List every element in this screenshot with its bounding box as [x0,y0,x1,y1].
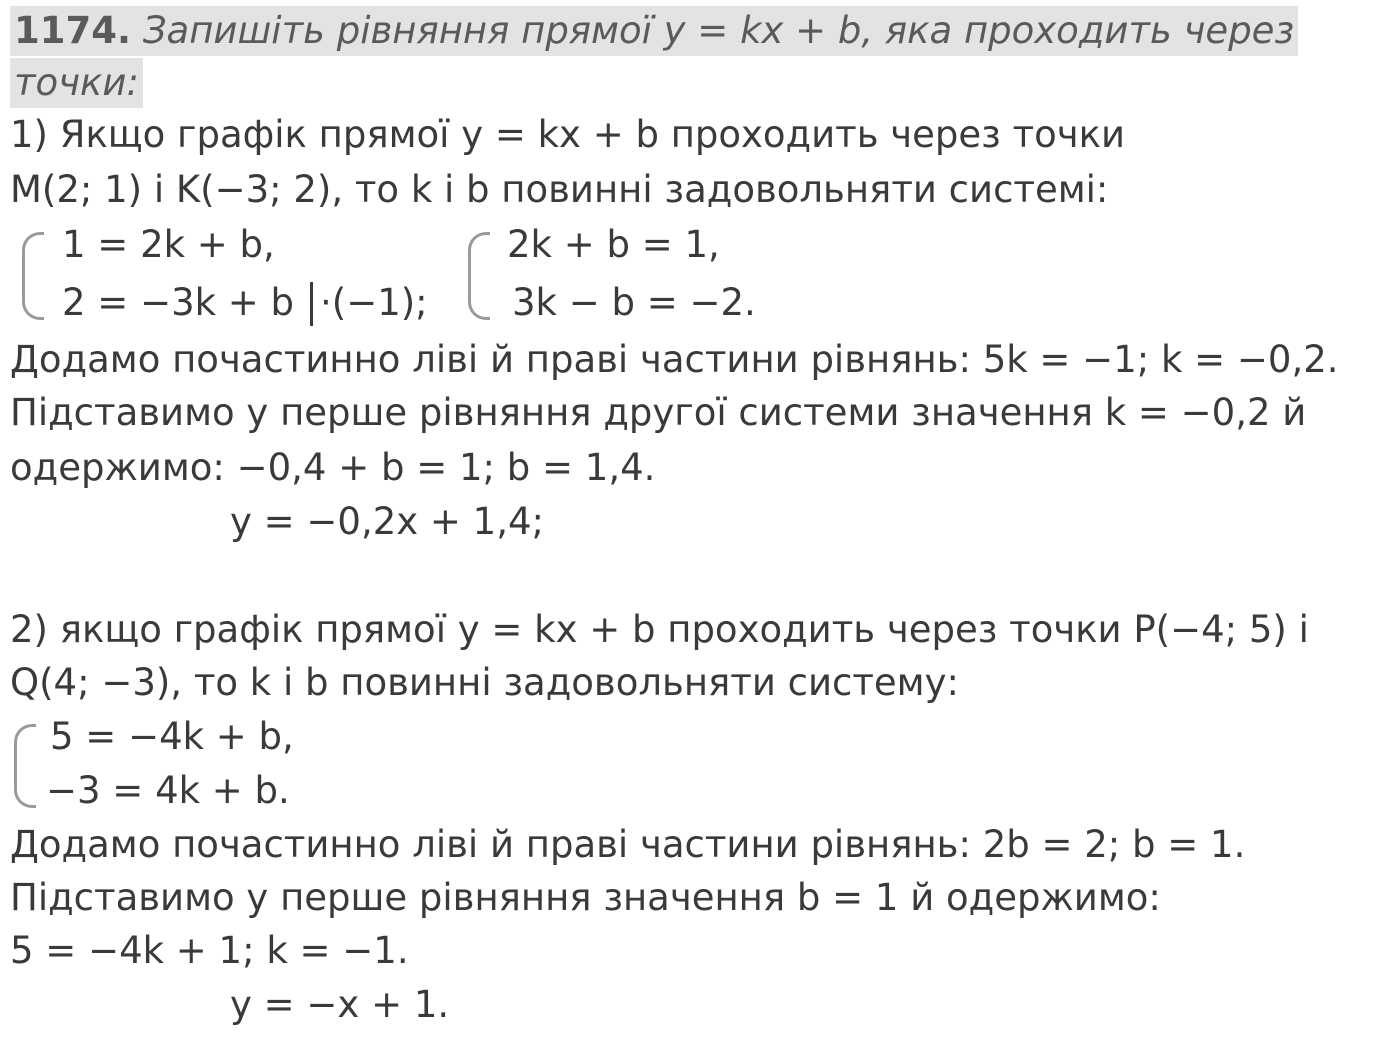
part2-answer: y = −x + 1. [230,983,450,1026]
part1-line5: одержимо: −0,4 + b = 1; b = 1,4. [10,446,656,489]
exercise-title: Запишіть рівняння прямої y = kx + b, яка проходить через [142,9,1295,52]
part2-line2: Q(4; −3), то k і b повинні задовольняти систему: [10,661,959,704]
part1-line4: Підставимо у перше рівняння другої системи значення k = −0,2 й [10,391,1307,434]
part1-line3: Додамо почастинно ліві й праві частини рівнянь: 5k = −1; k = −0,2. [10,338,1339,381]
part2-line3: Додамо почастинно ліві й праві частини рівнянь: 2b = 2; b = 1. [10,823,1246,866]
multiplier-bar [310,282,313,326]
system2-eq1: 2k + b = 1, [507,223,720,266]
system3-brace [14,724,36,808]
part1-answer: y = −0,2x + 1,4; [230,500,544,543]
system2-brace [468,232,490,320]
exercise-title-cont: точки: [14,61,139,104]
system1-eq2-main: 2 = −3k + b [62,281,295,324]
part1-line1: 1) Якщо графік прямої y = kx + b проходить через точки [10,113,1126,156]
system2-eq2: 3k − b = −2. [512,281,756,324]
exercise-number: 1174. [14,9,132,52]
part2-line5: 5 = −4k + 1; k = −1. [10,929,409,972]
system1-eq1: 1 = 2k + b, [62,223,275,266]
part1-line2: M(2; 1) і K(−3; 2), то k і b повинні задовольняти системі: [10,168,1109,211]
system3-eq2: −3 = 4k + b. [46,769,290,812]
system1-brace [22,232,44,320]
part2-line1: 2) якщо графік прямої y = kx + b проходить через точки P(−4; 5) і [10,608,1309,651]
exercise-header-line2 [10,58,143,108]
part2-line4: Підставимо у перше рівняння значення b = 1 й одержимо: [10,876,1161,919]
exercise-header-line1 [10,6,1298,56]
system1-multiplier: ·(−1); [320,281,428,324]
system1-eq2 [62,278,294,328]
system3-eq1: 5 = −4k + b, [50,715,294,758]
